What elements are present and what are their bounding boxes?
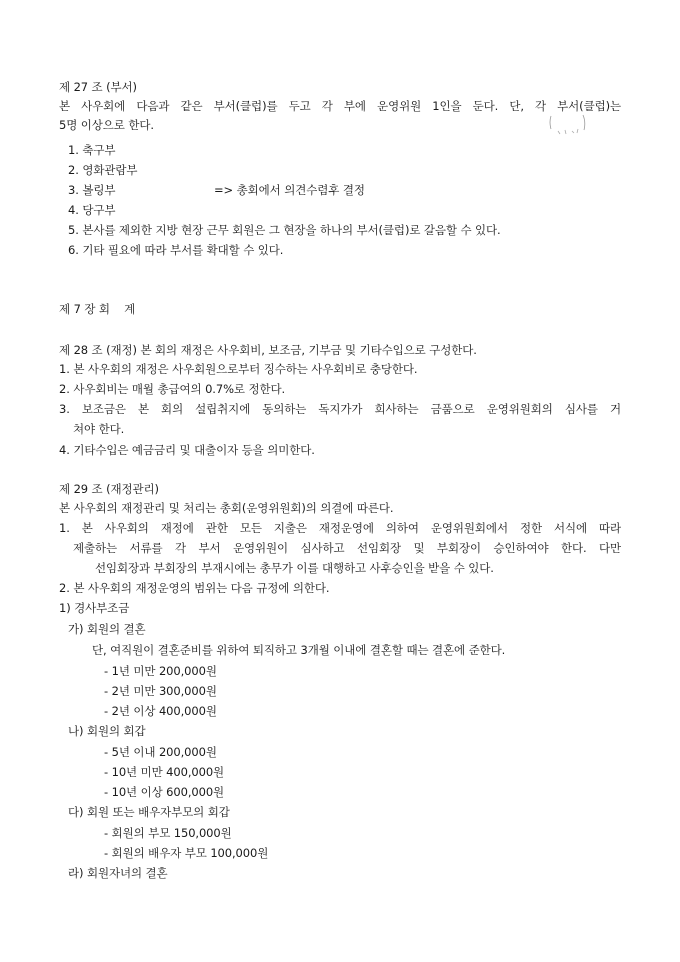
ga-item-1: - 1년 미만 200,000원: [104, 664, 217, 678]
article-29-para-1-line-2: 제출하는 서류를 각 부서 운영위원이 심사하고 선임회장 및 부회장이 승인하여야 한다. 다만: [73, 541, 621, 555]
section-1-heading: 1) 경사부조금: [59, 601, 130, 615]
article-29-para-2: 2. 본 사우회의 재정운영의 범위는 다음 규정에 의한다.: [59, 581, 330, 595]
article-27-item-3: 3. 볼링부: [68, 183, 116, 197]
subsection-ra-title: 라) 회원자녀의 결혼: [68, 866, 168, 880]
ga-item-2: - 2년 미만 300,000원: [104, 684, 217, 698]
article-27-item-5: 5. 본사를 제외한 지방 현장 근무 회원은 그 현장을 하나의 부서(클럽)로 갈음할 수 있다.: [68, 223, 501, 237]
subsection-ga-title: 가) 회원의 결혼: [68, 622, 146, 636]
article-29-para-1-line-1: 1. 본 사우회의 재정에 관한 모든 지출은 재정운영에 의하여 운영위원회에서 정한 서식에 따라: [59, 521, 621, 535]
article-29-intro: 본 사우회의 재정관리 및 처리는 총회(운영위원회)의 의결에 따른다.: [59, 501, 394, 515]
article-28-para-1: 1. 본 사우회의 재정은 사우회원으로부터 징수하는 사우회비로 충당한다.: [59, 362, 418, 376]
subsection-da-title: 다) 회원 또는 배우자부모의 회갑: [68, 805, 230, 819]
article-27-item-6: 6. 기타 필요에 따라 부서를 확대할 수 있다.: [68, 243, 284, 257]
article-28-para-2: 2. 사우회비는 매월 총급여의 0.7%로 정한다.: [59, 382, 286, 396]
article-29-para-1-line-3: 선임회장과 부회장의 부재시에는 총무가 이를 대행하고 사후승인을 받을 수 있다.: [95, 561, 494, 575]
ga-item-3: - 2년 이상 400,000원: [104, 704, 217, 718]
article-27-item-4: 4. 당구부: [68, 203, 116, 217]
subsection-na-title: 나) 회원의 회갑: [68, 724, 146, 738]
chapter-7-title: 제 7 장 회 계: [59, 302, 136, 316]
na-item-1: - 5년 이내 200,000원: [104, 745, 217, 759]
handwritten-mark: [548, 112, 588, 138]
da-item-2: - 회원의 배우자 부모 100,000원: [104, 846, 269, 860]
article-29-title: 제 29 조 (재정관리): [59, 482, 159, 496]
article-28-para-3-line-2: 쳐야 한다.: [73, 422, 125, 436]
subsection-ga-note: 단, 여직원이 결혼준비를 위하여 퇴직하고 3개월 이내에 결혼할 때는 결혼에 준한다.: [92, 643, 506, 657]
article-28-title: 제 28 조 (재정) 본 회의 재정은 사우회비, 보조금, 기부금 및 기타수입으로 구성한다.: [59, 343, 477, 357]
da-item-1: - 회원의 부모 150,000원: [104, 826, 232, 840]
article-27-title: 제 27 조 (부서): [59, 80, 137, 94]
article-27-item-2: 2. 영화관람부: [68, 163, 138, 177]
article-27-body-line-1: 본 사우회에 다음과 같은 부서(클럽)를 두고 각 부에 운영위원 1인을 둔다. 단, 각 부서(클럽)는: [59, 99, 621, 113]
article-27-item-1: 1. 축구부: [68, 143, 116, 157]
article-28-para-4: 4. 기타수입은 예금금리 및 대출이자 등을 의미한다.: [59, 443, 315, 457]
na-item-2: - 10년 미만 400,000원: [104, 765, 225, 779]
article-28-para-3-line-1: 3. 보조금은 본 회의 설립취지에 동의하는 독지가가 희사하는 금품으로 운영위원회의 심사를 거: [59, 402, 621, 416]
bowling-note: => 총회에서 의견수렴후 결정: [214, 183, 365, 197]
na-item-3: - 10년 이상 600,000원: [104, 785, 225, 799]
article-27-body-line-2: 5명 이상으로 한다.: [59, 118, 154, 132]
